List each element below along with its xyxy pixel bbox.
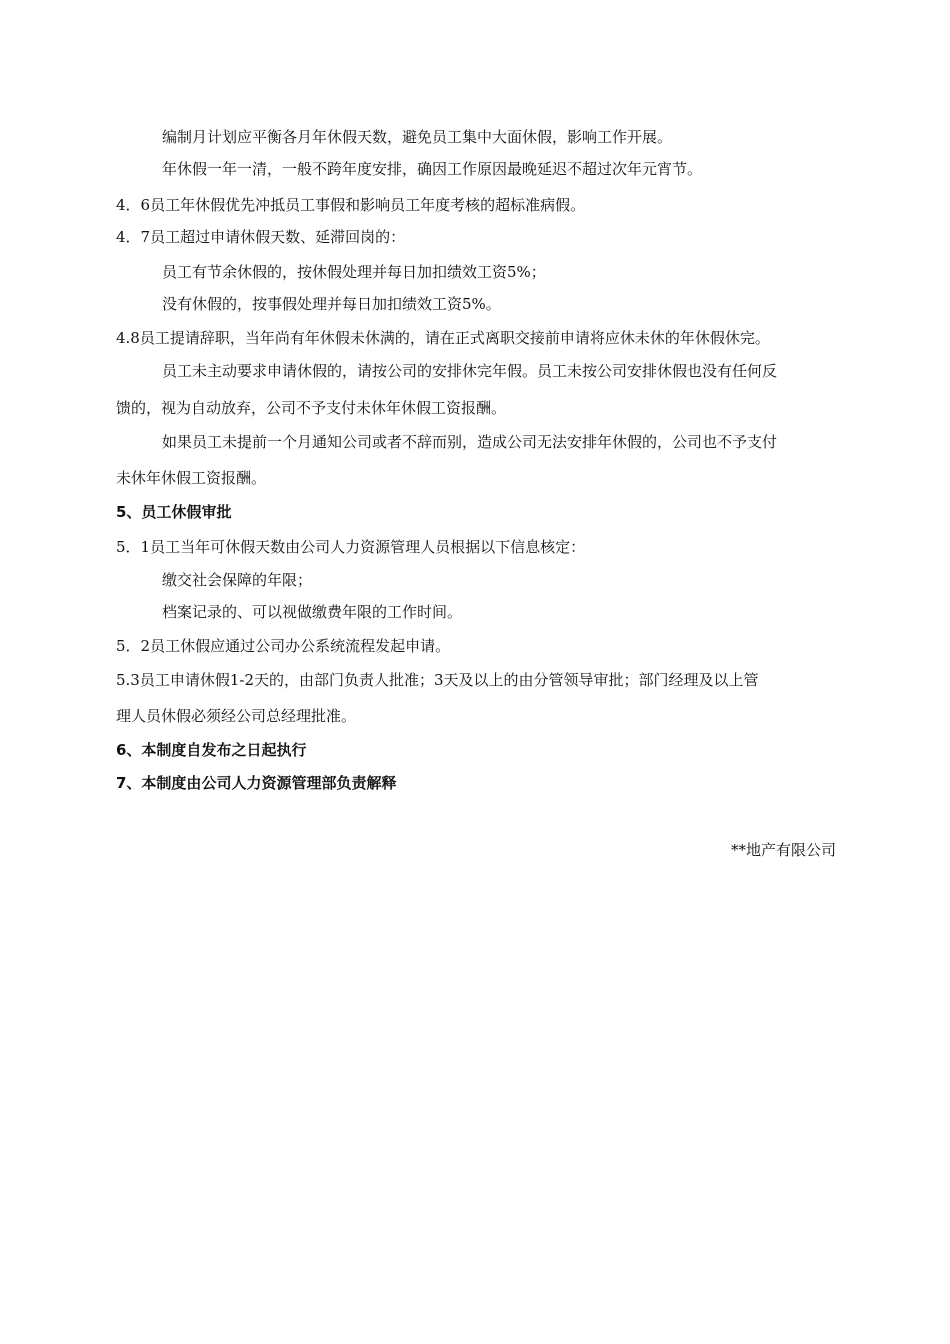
paragraph-line: 员工有节余休假的，按休假处理并每日加扣绩效工资5%； bbox=[162, 263, 546, 281]
clause-5-3: 5.3员工申请休假1-2天的，由部门负责人批准；3天及以上的由分管领导审批；部门经理及以上管 bbox=[116, 671, 759, 689]
clause-5-1: 5．1员工当年可休假天数由公司人力资源管理人员根据以下信息核定： bbox=[116, 538, 586, 556]
paragraph-line: 缴交社会保障的年限； bbox=[162, 571, 313, 589]
paragraph-line: 如果员工未提前一个月通知公司或者不辞而别，造成公司无法安排年休假的，公司也不予支付 bbox=[162, 433, 778, 451]
company-signature: **地产有限公司 bbox=[730, 841, 836, 859]
clause-4-6: 4．6员工年休假优先冲抵员工事假和影响员工年度考核的超标准病假。 bbox=[116, 196, 586, 214]
clause-4-8: 4.8员工提请辞职，当年尚有年休假未休满的，请在正式离职交接前申请将应休未休的年休假休完。 bbox=[116, 329, 770, 347]
section-heading-5: 5、员工休假审批 bbox=[116, 503, 232, 521]
paragraph-line: 年休假一年一清，一般不跨年度安排，确因工作原因最晚延迟不超过次年元宵节。 bbox=[162, 160, 703, 178]
paragraph-line: 员工未主动要求申请休假的，请按公司的安排休完年假。员工未按公司安排休假也没有任何反 bbox=[162, 362, 778, 380]
paragraph-line: 未休年休假工资报酬。 bbox=[116, 469, 267, 487]
clause-4-7: 4．7员工超过申请休假天数、延滞回岗的： bbox=[116, 228, 406, 246]
paragraph-line: 没有休假的，按事假处理并每日加扣绩效工资5%。 bbox=[162, 295, 501, 313]
clause-5-2: 5．2员工休假应通过公司办公系统流程发起申请。 bbox=[116, 637, 451, 655]
paragraph-line: 理人员休假必须经公司总经理批准。 bbox=[116, 707, 357, 725]
paragraph-line: 馈的，视为自动放弃，公司不予支付未休年休假工资报酬。 bbox=[116, 399, 507, 417]
section-heading-6: 6、本制度自发布之日起执行 bbox=[116, 741, 307, 759]
section-heading-7: 7、本制度由公司人力资源管理部负责解释 bbox=[116, 774, 397, 792]
paragraph-line: 编制月计划应平衡各月年休假天数，避免员工集中大面休假，影响工作开展。 bbox=[162, 128, 673, 146]
paragraph-line: 档案记录的、可以视做缴费年限的工作时间。 bbox=[162, 603, 463, 621]
